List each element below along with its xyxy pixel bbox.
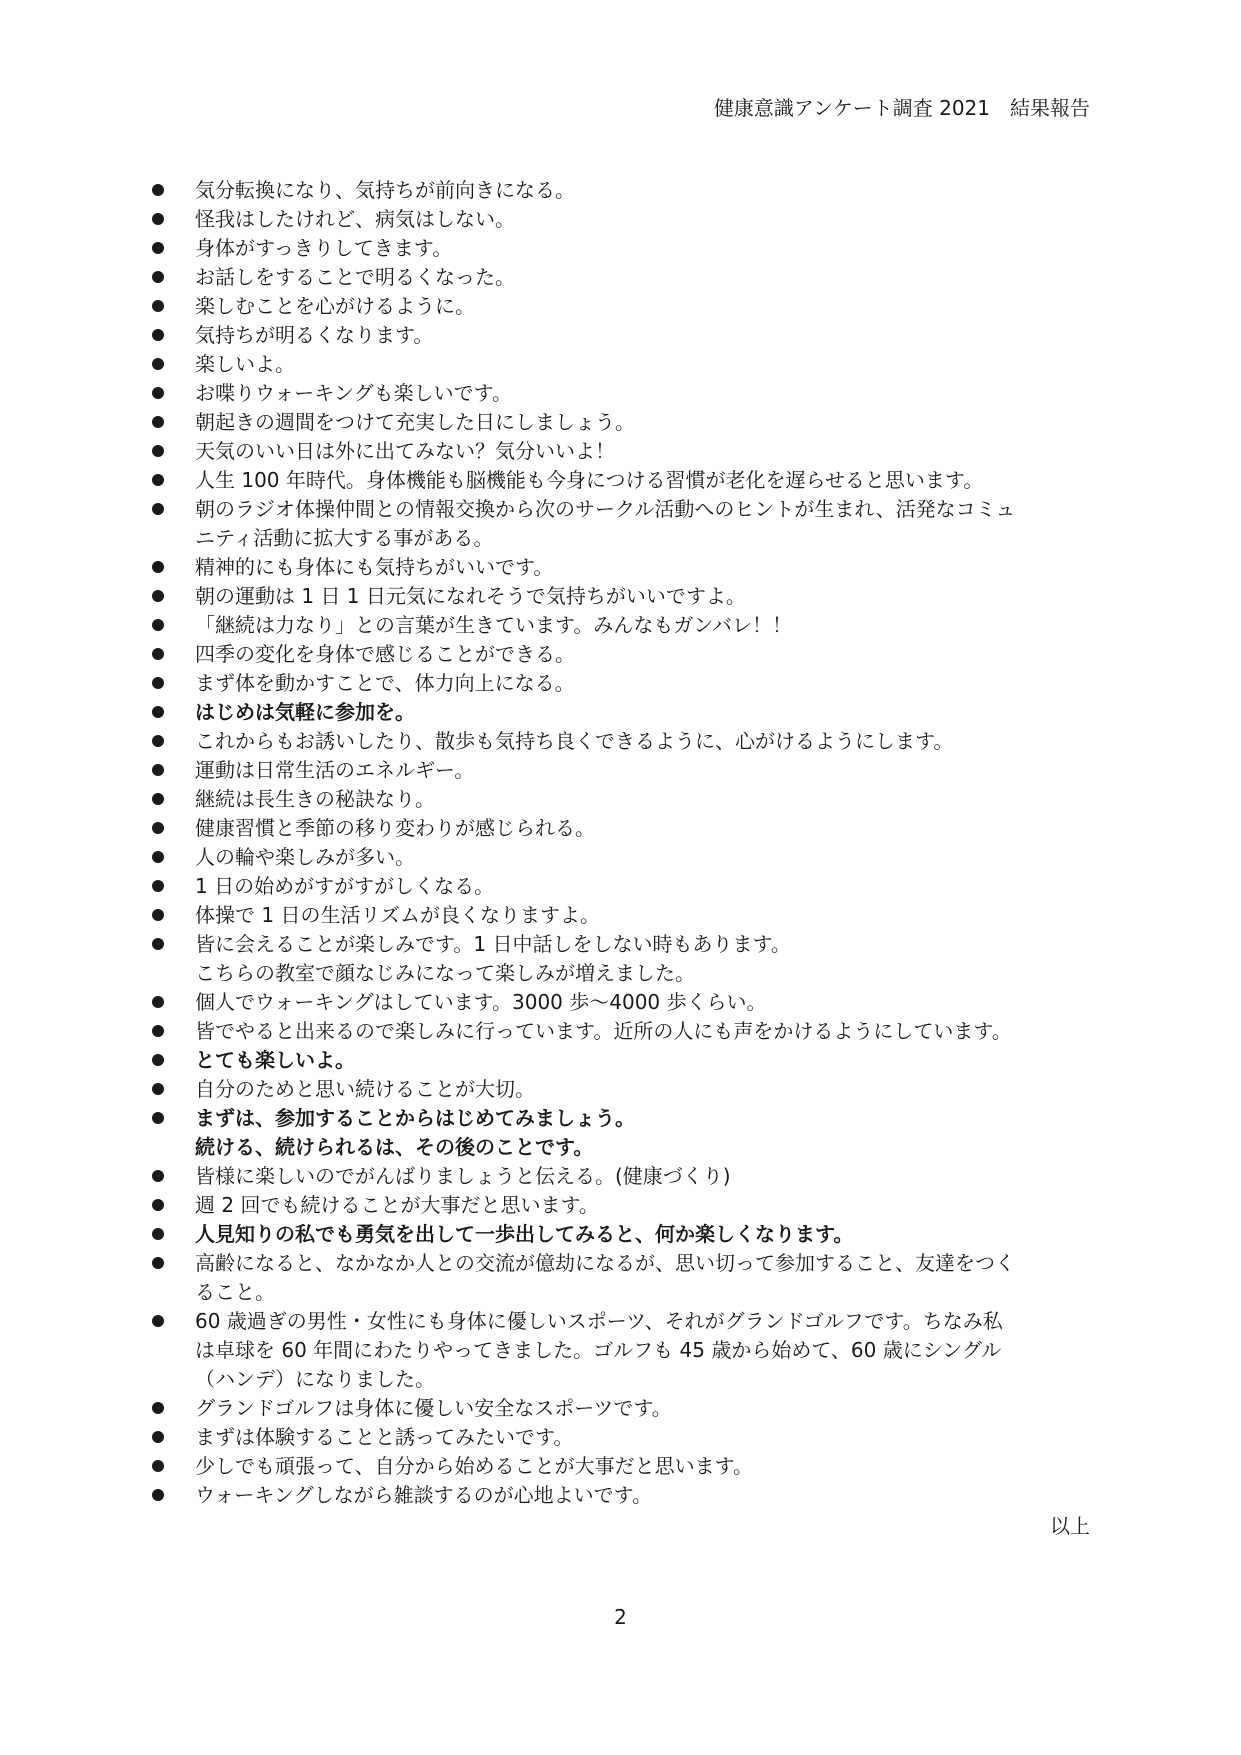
bullet-icon (152, 300, 164, 312)
list-item (150, 611, 1100, 640)
bullet-icon (152, 793, 164, 805)
list-item-text: グランドゴルフは身体に優しい安全なスポーツです。 (195, 1396, 672, 1420)
list-item (150, 1046, 1100, 1075)
bullet-icon (152, 1431, 164, 1443)
bullet-icon (152, 1315, 164, 1327)
list-item (150, 901, 1100, 930)
bullet-icon (152, 909, 164, 921)
list-item-text: 運動は日常生活のエネルギー。 (195, 758, 475, 782)
list-item-text: まずは、参加することからはじめてみましょう。 (195, 1106, 635, 1130)
bullet-icon (152, 735, 164, 747)
list-item (150, 1017, 1100, 1046)
list-item-text: ること。 (195, 1280, 275, 1304)
list-item (150, 350, 1100, 379)
page-header-title: 健康意識アンケート調査 2021 結果報告 (713, 96, 1090, 120)
list-item-text: 健康習慣と季節の移り変わりが感じられる。 (195, 816, 595, 840)
bullet-icon (152, 416, 164, 428)
list-item (150, 408, 1100, 437)
bullet-icon (152, 1025, 164, 1037)
list-item (150, 205, 1100, 234)
list-item (150, 495, 1100, 553)
list-item-text: 皆様に楽しいのでがんばりましょうと伝える。(健康づくり) (195, 1164, 731, 1188)
list-item-text: 60 歳過ぎの男性・女性にも身体に優しいスポーツ、それがグランドゴルフです。ちなみ私 (195, 1309, 1003, 1333)
bullet-icon (152, 590, 164, 602)
list-item-text: 人の輪や楽しみが多い。 (195, 845, 415, 869)
list-item (150, 930, 1100, 988)
bullet-icon (152, 358, 164, 370)
bullet-icon (152, 1112, 164, 1124)
list-item-text: こちらの教室で顔なじみになって楽しみが増えました。 (195, 961, 695, 985)
list-item (150, 1394, 1100, 1423)
list-item (150, 263, 1100, 292)
list-item-text: ウォーキングしながら雑談するのが心地よいです。 (195, 1483, 652, 1507)
list-item (150, 1104, 1100, 1162)
list-item (150, 176, 1100, 205)
bullet-icon (152, 561, 164, 573)
list-item (150, 669, 1100, 698)
list-item-text: 四季の変化を身体で感じることができる。 (195, 642, 575, 666)
list-item-text: 個人でウォーキングはしています。3000 歩～4000 歩くらい。 (195, 990, 767, 1014)
bullet-icon (152, 619, 164, 631)
bullet-icon (152, 1489, 164, 1501)
bullet-icon (152, 938, 164, 950)
list-item (150, 1423, 1100, 1452)
list-item-text: は卓球を 60 年間にわたりやってきました。ゴルフも 45 歳から始めて、60 歳にシングル (195, 1338, 1002, 1362)
bullet-icon (152, 1460, 164, 1472)
list-item (150, 321, 1100, 350)
list-item (150, 1307, 1100, 1394)
bullet-icon (152, 242, 164, 254)
list-item (150, 872, 1100, 901)
list-item-text: 気分転換になり、気持ちが前向きになる。 (195, 178, 575, 202)
closing-remark: 以上 (1050, 1514, 1090, 1538)
list-item (150, 727, 1100, 756)
bullet-icon (152, 445, 164, 457)
bullet-icon (152, 1257, 164, 1269)
list-item-text: 「継続は力なり」との言葉が生きています。みんなもガンバレ！！ (195, 613, 792, 637)
bullet-icon (152, 213, 164, 225)
bullet-icon (152, 677, 164, 689)
list-item-text: とても楽しいよ。 (195, 1048, 355, 1072)
list-item-text: 皆に会えることが楽しみです。1 日中話しをしない時もあります。 (195, 932, 791, 956)
list-item-text: 自分のためと思い続けることが大切。 (195, 1077, 535, 1101)
list-item-text: 精神的にも身体にも気持ちがいいです。 (195, 555, 554, 579)
list-item (150, 1162, 1100, 1191)
list-item (150, 437, 1100, 466)
list-item (150, 1075, 1100, 1104)
list-item-text: まずは体験することと誘ってみたいです。 (195, 1425, 574, 1449)
bullet-icon (152, 387, 164, 399)
list-item (150, 234, 1100, 263)
list-item-text: 楽しむことを心がけるように。 (195, 294, 475, 318)
bullet-icon (152, 329, 164, 341)
list-item (150, 988, 1100, 1017)
list-item-text: まず体を動かすことで、体力向上になる。 (195, 671, 575, 695)
list-item-text: 継続は長生きの秘訣なり。 (195, 787, 435, 811)
list-item-text: これからもお誘いしたり、散歩も気持ち良くできるように、心がけるようにします。 (195, 729, 954, 753)
list-item-text: 天気のいい日は外に出てみない？気分いいよ！ (195, 439, 615, 463)
bullet-icon (152, 1083, 164, 1095)
bullet-icon (152, 1402, 164, 1414)
bullet-icon (152, 474, 164, 486)
list-item (150, 1220, 1100, 1249)
list-item-text: 人見知りの私でも勇気を出して一歩出してみると、何か楽しくなります。 (195, 1222, 854, 1246)
list-item-text: 1 日の始めがすがすがしくなる。 (195, 874, 495, 898)
list-item (150, 1191, 1100, 1220)
bullet-icon (152, 184, 164, 196)
bullet-icon (152, 996, 164, 1008)
bullet-icon (152, 851, 164, 863)
list-item (150, 582, 1100, 611)
bullet-icon (152, 1228, 164, 1240)
list-item-text: 皆でやると出来るので楽しみに行っています。近所の人にも声をかけるようにしています。 (195, 1019, 1012, 1043)
bullet-icon (152, 271, 164, 283)
list-item-text: 怪我はしたけれど、病気はしない。 (195, 207, 515, 231)
bullet-icon (152, 764, 164, 776)
list-item-text: 気持ちが明るくなります。 (195, 323, 434, 347)
list-item-text: （ハンデ）になりました。 (195, 1367, 435, 1391)
list-item-text: 高齢になると、なかなか人との交流が億劫になるが、思い切って参加すること、友達をつく (195, 1251, 1015, 1275)
list-item-text: 人生 100 年時代。身体機能も脳機能も今身につける習慣が老化を遅らせると思います。 (195, 468, 984, 492)
list-item (150, 466, 1100, 495)
list-item-text: 体操で 1 日の生活リズムが良くなりますよ。 (195, 903, 601, 927)
list-item-text: 朝のラジオ体操仲間との情報交換から次のサークル活動へのヒントが生まれ、活発なコミュ (195, 497, 1016, 521)
bullet-icon (152, 880, 164, 892)
list-item (150, 698, 1100, 727)
bullet-icon (152, 503, 164, 515)
list-item-text: お喋りウォーキングも楽しいです。 (195, 381, 512, 405)
bullet-icon (152, 822, 164, 834)
list-item (150, 756, 1100, 785)
list-item-text: ニティ活動に拡大する事がある。 (195, 526, 494, 550)
list-item-text: 楽しいよ。 (195, 352, 295, 376)
list-item (150, 1249, 1100, 1307)
list-item (150, 292, 1100, 321)
list-item-text: お話しをすることで明るくなった。 (195, 265, 515, 289)
list-item-text: はじめは気軽に参加を。 (195, 700, 415, 724)
bullet-icon (152, 1199, 164, 1211)
list-item-text: 続ける、続けられるは、その後のことです。 (195, 1135, 594, 1159)
list-item (150, 843, 1100, 872)
list-item (150, 553, 1100, 582)
list-item (150, 814, 1100, 843)
list-item-text: 身体がすっきりしてきます。 (195, 236, 453, 260)
list-item (150, 1481, 1100, 1510)
list-item-text: 朝の運動は 1 日 1 日元気になれそうで気持ちがいいですよ。 (195, 584, 746, 608)
list-item (150, 379, 1100, 408)
list-item (150, 785, 1100, 814)
bullet-icon (152, 648, 164, 660)
bullet-icon (152, 1054, 164, 1066)
page-number: 2 (614, 1605, 627, 1629)
list-item-text: 週 2 回でも続けることが大事だと思います。 (195, 1193, 599, 1217)
bullet-icon (152, 706, 164, 718)
list-item (150, 640, 1100, 669)
list-item-text: 朝起きの週間をつけて充実した日にしましょう。 (195, 410, 635, 434)
comment-list (150, 176, 1100, 1510)
bullet-icon (152, 1170, 164, 1182)
list-item (150, 1452, 1100, 1481)
list-item-text: 少しでも頑張って、自分から始めることが大事だと思います。 (195, 1454, 753, 1478)
